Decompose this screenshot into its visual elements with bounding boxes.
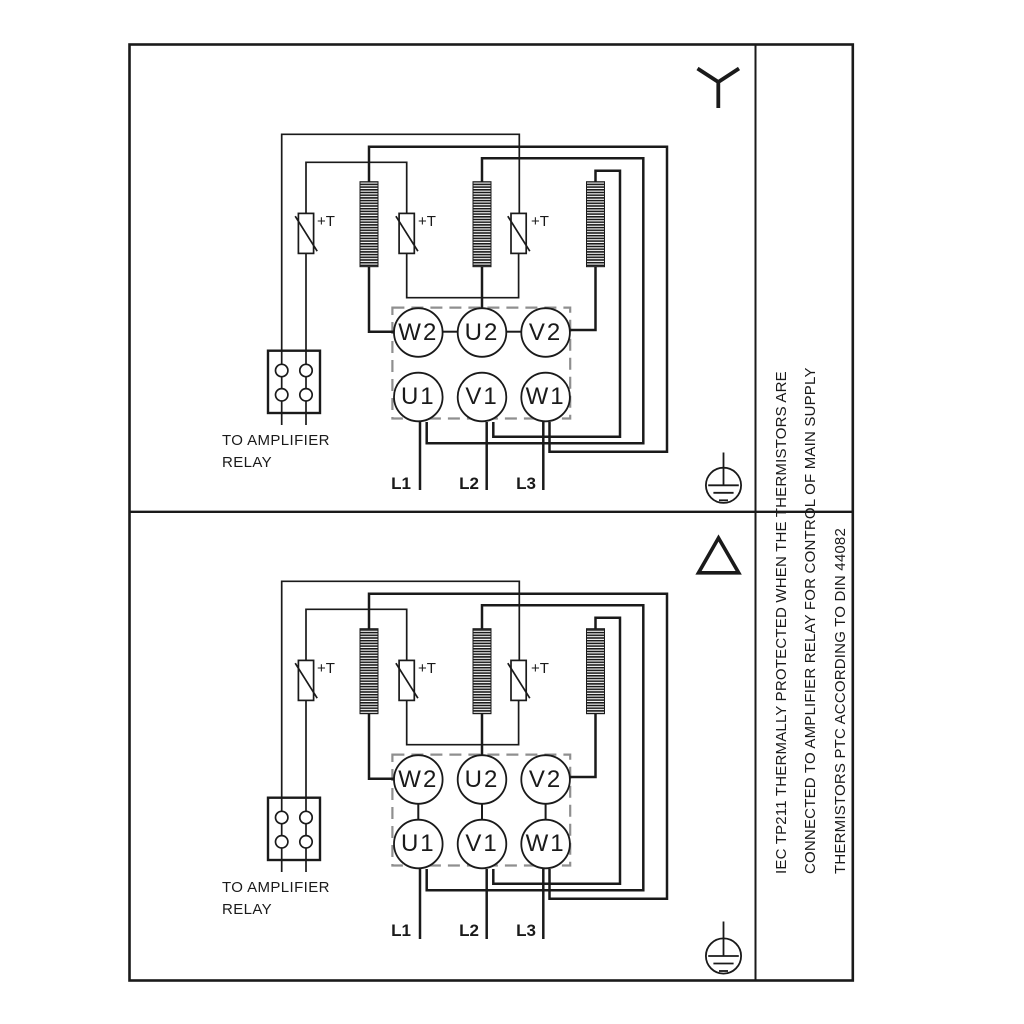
wire	[306, 162, 407, 213]
thermistor-label: +T	[418, 213, 436, 230]
wire	[369, 267, 395, 332]
relay-terminal	[276, 836, 288, 848]
terminal-label-v1: V1	[465, 383, 499, 410]
amplifier-relay-terminal-box	[268, 351, 320, 413]
supply-line-label-l3: L3	[516, 474, 536, 493]
motor-winding-coil	[587, 182, 605, 267]
supply-line-label-l2: L2	[459, 921, 479, 940]
thermistor-label: +T	[418, 660, 436, 677]
motor-winding-coil	[473, 182, 491, 267]
delta-panel-wiring	[268, 538, 741, 974]
terminal-label-u1: U1	[400, 830, 436, 857]
terminal-label-v2: V2	[528, 765, 563, 793]
terminal-label-w2: W2	[398, 318, 439, 346]
thermistor-label: +T	[531, 660, 549, 677]
terminal-label-v2: V2	[528, 318, 563, 346]
relay-terminal	[276, 389, 288, 401]
relay-terminal	[300, 389, 312, 401]
supply-line-label-l1: L1	[391, 474, 411, 493]
wire	[369, 714, 395, 779]
star-panel-wiring	[268, 69, 741, 503]
terminal-label-w2: W2	[398, 765, 439, 793]
terminal-label-w1: W1	[525, 830, 566, 857]
terminal-label-w1: W1	[525, 383, 566, 410]
wire	[569, 267, 596, 330]
side-note-line-2: CONNECTED TO AMPLIFIER RELAY FOR CONTROL OF MAIN SUPPLY	[802, 366, 819, 874]
star-connection-icon	[698, 69, 740, 109]
motor-winding-coil	[473, 629, 491, 714]
protective-earth-icon	[706, 453, 741, 503]
relay-terminal	[300, 811, 312, 823]
wire	[407, 254, 519, 298]
relay-note-line: RELAY	[222, 901, 273, 918]
relay-terminal	[276, 811, 288, 823]
wire	[407, 701, 519, 745]
thermistor-label: +T	[531, 213, 549, 230]
relay-terminal	[276, 364, 288, 376]
wire	[306, 609, 407, 660]
relay-terminal	[300, 836, 312, 848]
protective-earth-icon	[706, 922, 741, 974]
side-note-line-3: THERMISTORS PTC ACCORDING TO DIN 44082	[831, 527, 849, 874]
terminal-label-u2: U2	[464, 318, 500, 346]
amplifier-relay-terminal-box	[268, 798, 320, 860]
relay-terminal	[300, 364, 312, 376]
relay-note-line: TO AMPLIFIER	[222, 879, 330, 896]
relay-note-line: RELAY	[222, 454, 273, 471]
delta-link-bars	[418, 804, 545, 820]
terminal-label-u1: U1	[400, 383, 436, 410]
motor-winding-coil	[360, 629, 378, 714]
side-note-line-1: IEC TP211 THERMALLY PROTECTED WHEN THE THERMISTORS ARE	[772, 370, 790, 874]
wire	[569, 714, 596, 777]
supply-line-label-l3: L3	[516, 921, 536, 940]
thermistor-label: +T	[317, 660, 335, 677]
terminal-label-u2: U2	[464, 765, 500, 793]
supply-line-label-l1: L1	[391, 921, 411, 940]
motor-winding-coil	[360, 182, 378, 267]
thermistor-label: +T	[317, 213, 335, 230]
relay-note-line: TO AMPLIFIER	[222, 432, 330, 449]
terminal-label-v1: V1	[465, 830, 499, 857]
motor-winding-coil	[587, 629, 605, 714]
delta-connection-icon	[699, 538, 739, 573]
supply-line-label-l2: L2	[459, 474, 479, 493]
